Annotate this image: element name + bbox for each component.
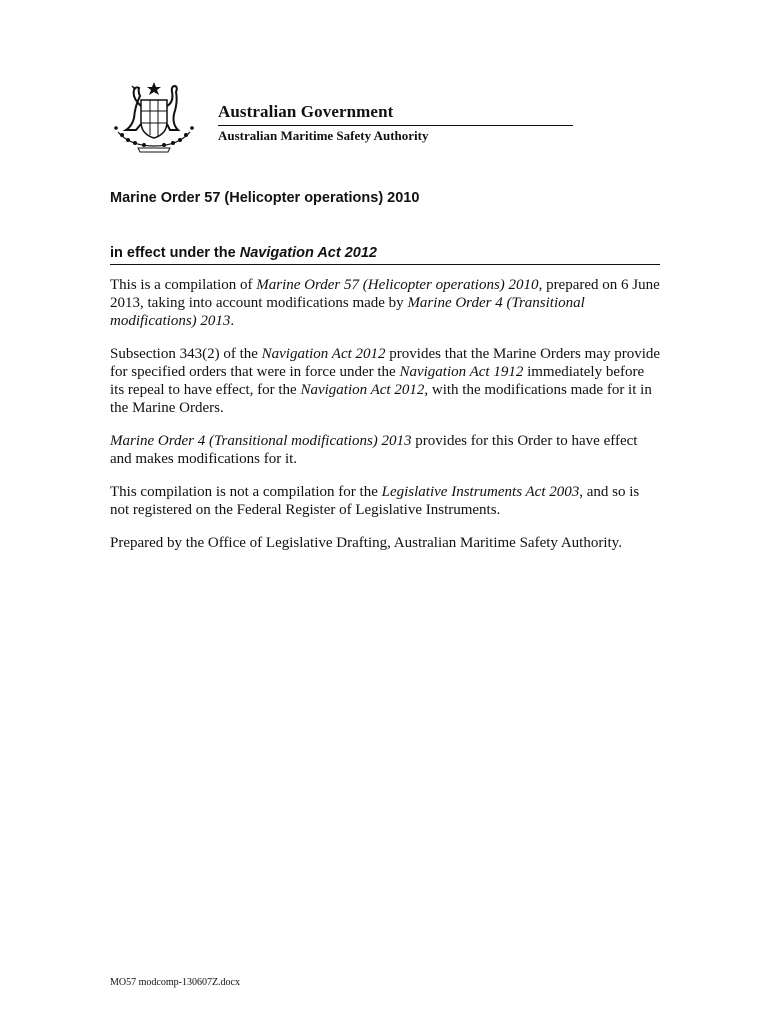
- text-run: immediately before its repeal to have effect, for the: [110, 364, 645, 398]
- italic-run: Marine Order 57 (Helicopter operations) 2010: [256, 277, 539, 293]
- paragraph-not-registered: [110, 483, 662, 519]
- text-run: .: [230, 313, 235, 329]
- org-name-sub: Australian Maritime Safety Authority: [218, 128, 429, 143]
- text-run: provides for this Order to have effect and makes modifications for it.: [110, 433, 638, 467]
- text-run: This compilation is not a compilation for the: [110, 484, 382, 500]
- text-run: , with the modifications made for it in the Marine Orders.: [110, 382, 652, 416]
- header-divider: [218, 125, 573, 126]
- paragraph-subsection: [110, 345, 662, 417]
- text-run: Subsection 343(2) of the: [110, 346, 262, 362]
- italic-run: Marine Order 4 (Transitional modifications) 2013: [110, 433, 412, 449]
- text-run: , prepared on 6 June 2013, taking into account modifications made by: [110, 277, 660, 311]
- org-name-main: Australian Government: [218, 102, 394, 121]
- italic-run: Legislative Instruments Act 2003: [381, 484, 580, 500]
- footer-filename: MO57 modcomp-130607Z.docx: [110, 977, 240, 988]
- coat-of-arms-icon: [108, 80, 214, 154]
- text-run: This is a compilation of: [110, 277, 257, 293]
- text-run: provides that the Marine Orders may provide for specified orders that were in force under the: [110, 346, 661, 380]
- document-title: Marine Order 57 (Helicopter operations) 2010: [110, 190, 420, 206]
- text-run: Prepared by the Office of Legislative Drafting, Australian Maritime Safety Authority.: [110, 535, 622, 551]
- subtitle-act: Navigation Act 2012: [239, 245, 377, 261]
- document-subtitle: [110, 245, 377, 261]
- italic-run: Navigation Act 1912: [399, 364, 524, 380]
- italic-run: Navigation Act 2012: [300, 382, 425, 398]
- italic-run: Navigation Act 2012: [261, 346, 386, 362]
- subtitle-divider: [110, 264, 660, 265]
- text-run: , and so is not registered on the Federal Register of Legislative Instruments.: [110, 484, 640, 518]
- document-body: [110, 276, 662, 567]
- header-logo-block: [108, 80, 474, 154]
- paragraph-prepared-by: [110, 534, 662, 552]
- paragraph-compilation: [110, 276, 662, 330]
- italic-run: Marine Order 4 (Transitional modifications) 2013: [110, 295, 585, 329]
- paragraph-marine-order-4: [110, 432, 662, 468]
- subtitle-prefix: in effect under the: [110, 245, 240, 261]
